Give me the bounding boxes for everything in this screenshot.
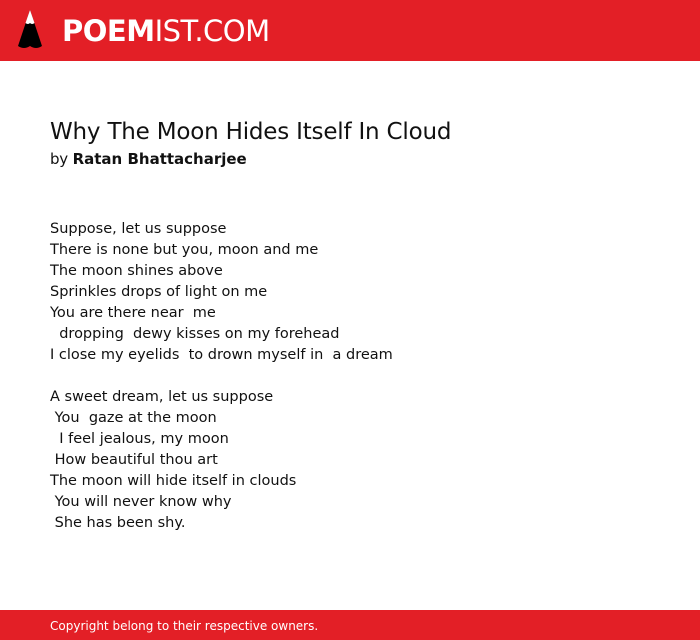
poem-stanza <box>50 387 670 534</box>
poem-line: I feel jealous, my moon <box>50 431 229 447</box>
logo-brand-light: IST.COM <box>154 14 270 48</box>
poem-line: There is none but you, moon and me <box>50 242 319 258</box>
copyright-notice: Copyright belong to their respective owners. <box>50 619 319 633</box>
poem-line: Suppose, let us suppose <box>50 221 227 237</box>
poem-line: How beautiful thou art <box>50 452 218 468</box>
poem-title: Why The Moon Hides Itself In Cloud <box>50 119 452 145</box>
poem-line: You are there near me <box>50 305 216 321</box>
poem-line: The moon will hide itself in clouds <box>50 473 297 489</box>
poem-byline <box>50 148 247 170</box>
pencil-tip-icon[interactable] <box>17 9 43 51</box>
site-header <box>0 0 700 61</box>
poem-line: I close my eyelids to drown myself in a dream <box>50 347 393 363</box>
byline-prefix: by <box>50 150 68 168</box>
site-logo[interactable] <box>62 13 270 49</box>
poem-line: A sweet dream, let us suppose <box>50 389 274 405</box>
poem-line: You gaze at the moon <box>50 410 217 426</box>
site-footer <box>0 610 700 640</box>
poem-stanza <box>50 219 670 366</box>
poem-line: Sprinkles drops of light on me <box>50 284 268 300</box>
poem-line: She has been shy. <box>50 515 186 531</box>
poem-body <box>50 219 670 555</box>
logo-brand-bold: POEM <box>62 14 155 48</box>
poem-author: Ratan Bhattacharjee <box>72 150 247 168</box>
poem-line: The moon shines above <box>50 263 223 279</box>
poem-line: dropping dewy kisses on my forehead <box>50 326 340 342</box>
poem-line: You will never know why <box>50 494 232 510</box>
